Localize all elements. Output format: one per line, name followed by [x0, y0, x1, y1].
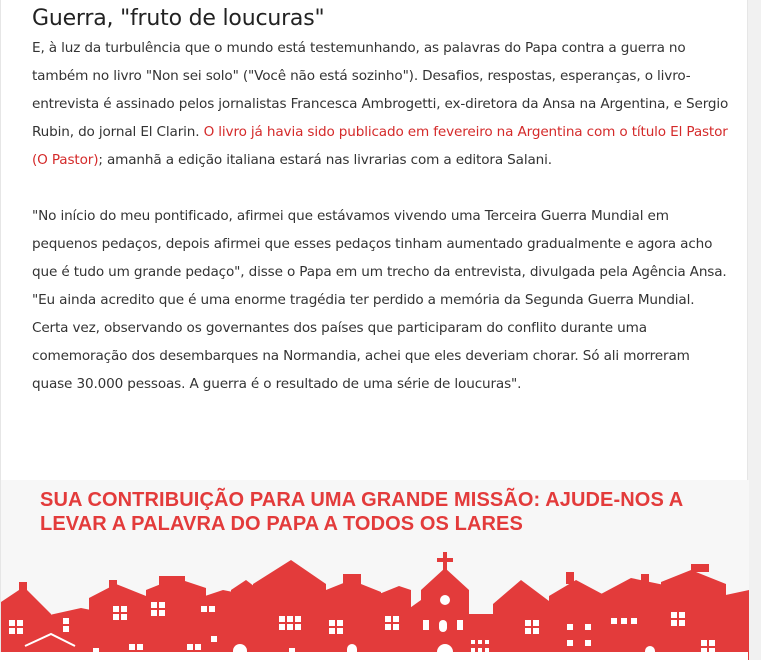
article-body — [32, 4, 732, 398]
paragraph-1 — [32, 34, 732, 174]
donation-banner[interactable] — [1, 480, 749, 660]
section-heading: Guerra, "fruto de loucuras" — [32, 6, 325, 31]
houses-skyline-illustration — [1, 550, 749, 660]
paragraph-2: "No início do meu pontificado, afirmei que estávamos vivendo uma Terceira Guerra Mundial em pequenos pedaços, depois afirmei que esses pedaços tinham aumentado gradualmente e agora acho que é tudo um grande pedaço", disse o Papa em um trecho da entrevista, divulgada pela Agência Ansa. "Eu ainda acredito que é uma enorme tragédia ter perdido a memória da Segunda Guerra Mundial. Certa vez, observando os governantes dos países que participaram do conflito durante uma comemoração dos desembarques na Normandia, achei que eles deveriam chorar. Só ali morreram quase 30.000 pessoas. A guerra é o resultado de uma série de loucuras". — [32, 208, 727, 392]
paragraph-1-text-b: ; amanhã a edição italiana estará nas livrarias com a editora Salani. — [98, 152, 552, 168]
banner-title[interactable]: SUA CONTRIBUIÇÃO PARA UMA GRANDE MISSÃO: AJUDE-NOS A LEVAR A PALAVRA DO PAPA A TODOS OS LARES — [40, 489, 683, 535]
paragraph-1-text-a: E, à luz da turbulência que o mundo está testemunhando, as palavras do Papa contra a guerra no também no livro "Non sei solo" ("Você não está sozinho"). Desafios, respostas, esperanças, o livro-entrevista é assinado pelos jornalistas Francesca Ambrogetti, ex-diretora da Ansa na Argentina, e Sergio Rubin, do jornal El Clarin. — [32, 40, 729, 140]
footer-strip — [0, 652, 748, 660]
book-link[interactable]: O livro já havia sido publicado em fevereiro na Argentina com o título El Pastor (O Pastor) — [32, 124, 728, 168]
